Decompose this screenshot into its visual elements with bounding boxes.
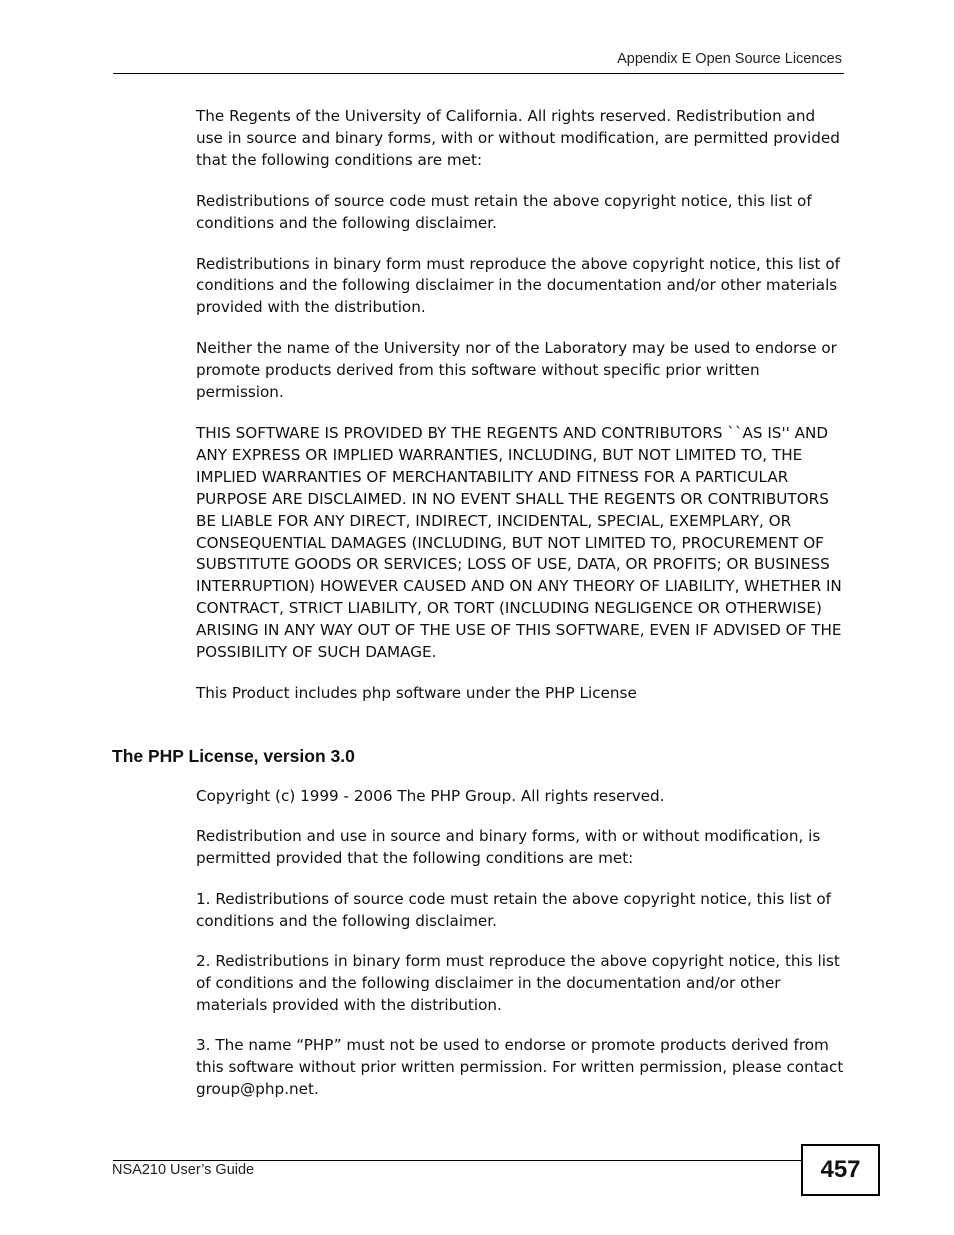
section-paragraph: 2. Redistributions in binary form must reproduce the above copyright notice, this list of conditions and the following disclaimer in the documentation and/or other materials provided with the distribution. <box>196 952 840 1014</box>
section-paragraph: 3. The name “PHP” must not be used to endorse or promote products derived from this software without prior written permission. For written permission, please contact group@php.net. <box>196 1036 844 1099</box>
body-paragraph: Redistributions of source code must retain the above copyright notice, this list of conditions and the following disclaimer. <box>196 191 812 232</box>
body-paragraph: Neither the name of the University nor of the Laboratory may be used to endorse or promote products derived from this software without specific prior written permission. <box>196 339 837 402</box>
body-paragraph: Redistributions in binary form must reproduce the above copyright notice, this list of conditions and the following disclaimer in the documentation and/or other materials provided with the distribution. <box>196 254 840 317</box>
footer-divider <box>113 1160 802 1161</box>
body-paragraph: This Product includes php software under the PHP License <box>196 683 637 702</box>
section-paragraph: Redistribution and use in source and binary forms, with or without modification, is permitted provided that the following conditions are met: <box>196 827 821 868</box>
header-divider <box>113 73 844 74</box>
disclaimer-paragraph: THIS SOFTWARE IS PROVIDED BY THE REGENTS AND CONTRIBUTORS ``AS IS'' AND ANY EXPRESS OR IMPLIED WARRANTIES, INCLUDING, BUT NOT LIMITED TO, THE IMPLIED WARRANTIES OF MERCHANTABILITY AND FITNESS FOR A PARTICULAR PURPOSE ARE DISCLAIMED. IN NO EVENT SHALL THE REGENTS OR CONTRIBUTORS BE LIABLE FOR ANY DIRECT, INDIRECT, INCIDENTAL, SPECIAL, EXEMPLARY, OR CONSEQUENTIAL DAMAGES (INCLUDING, BUT NOT LIMITED TO, PROCUREMENT OF SUBSTITUTE GOODS OR SERVICES; LOSS OF USE, DATA, OR PROFITS; OR BUSINESS INTERRUPTION) HOWEVER CAUSED AND ON ANY THEORY OF LIABILITY, WHETHER IN CONTRACT, STRICT LIABILITY, OR TORT (INCLUDING NEGLIGENCE OR OTHERWISE) ARISING IN ANY WAY OUT OF THE USE OF THIS SOFTWARE, EVEN IF ADVISED OF THE POSSIBILITY OF SUCH DAMAGE. <box>196 423 842 662</box>
body-paragraph: The Regents of the University of California. All rights reserved. Redistribution and use in source and binary forms, with or without modification, are permitted provided that the following conditions are met: <box>196 107 840 169</box>
footer-guide-name: NSA210 User’s Guide <box>112 1162 255 1178</box>
section-heading: The PHP License, version 3.0 <box>112 746 355 766</box>
running-header-title: Appendix E Open Source Licences <box>617 51 842 67</box>
php-license-text-block <box>196 786 844 1119</box>
section-paragraph: 1. Redistributions of source code must retain the above copyright notice, this list of conditions and the following disclaimer. <box>196 889 831 930</box>
page-number-box: 457 <box>801 1144 880 1196</box>
license-text-block <box>196 106 844 724</box>
section-paragraph: Copyright (c) 1999 - 2006 The PHP Group. All rights reserved. <box>196 787 665 805</box>
